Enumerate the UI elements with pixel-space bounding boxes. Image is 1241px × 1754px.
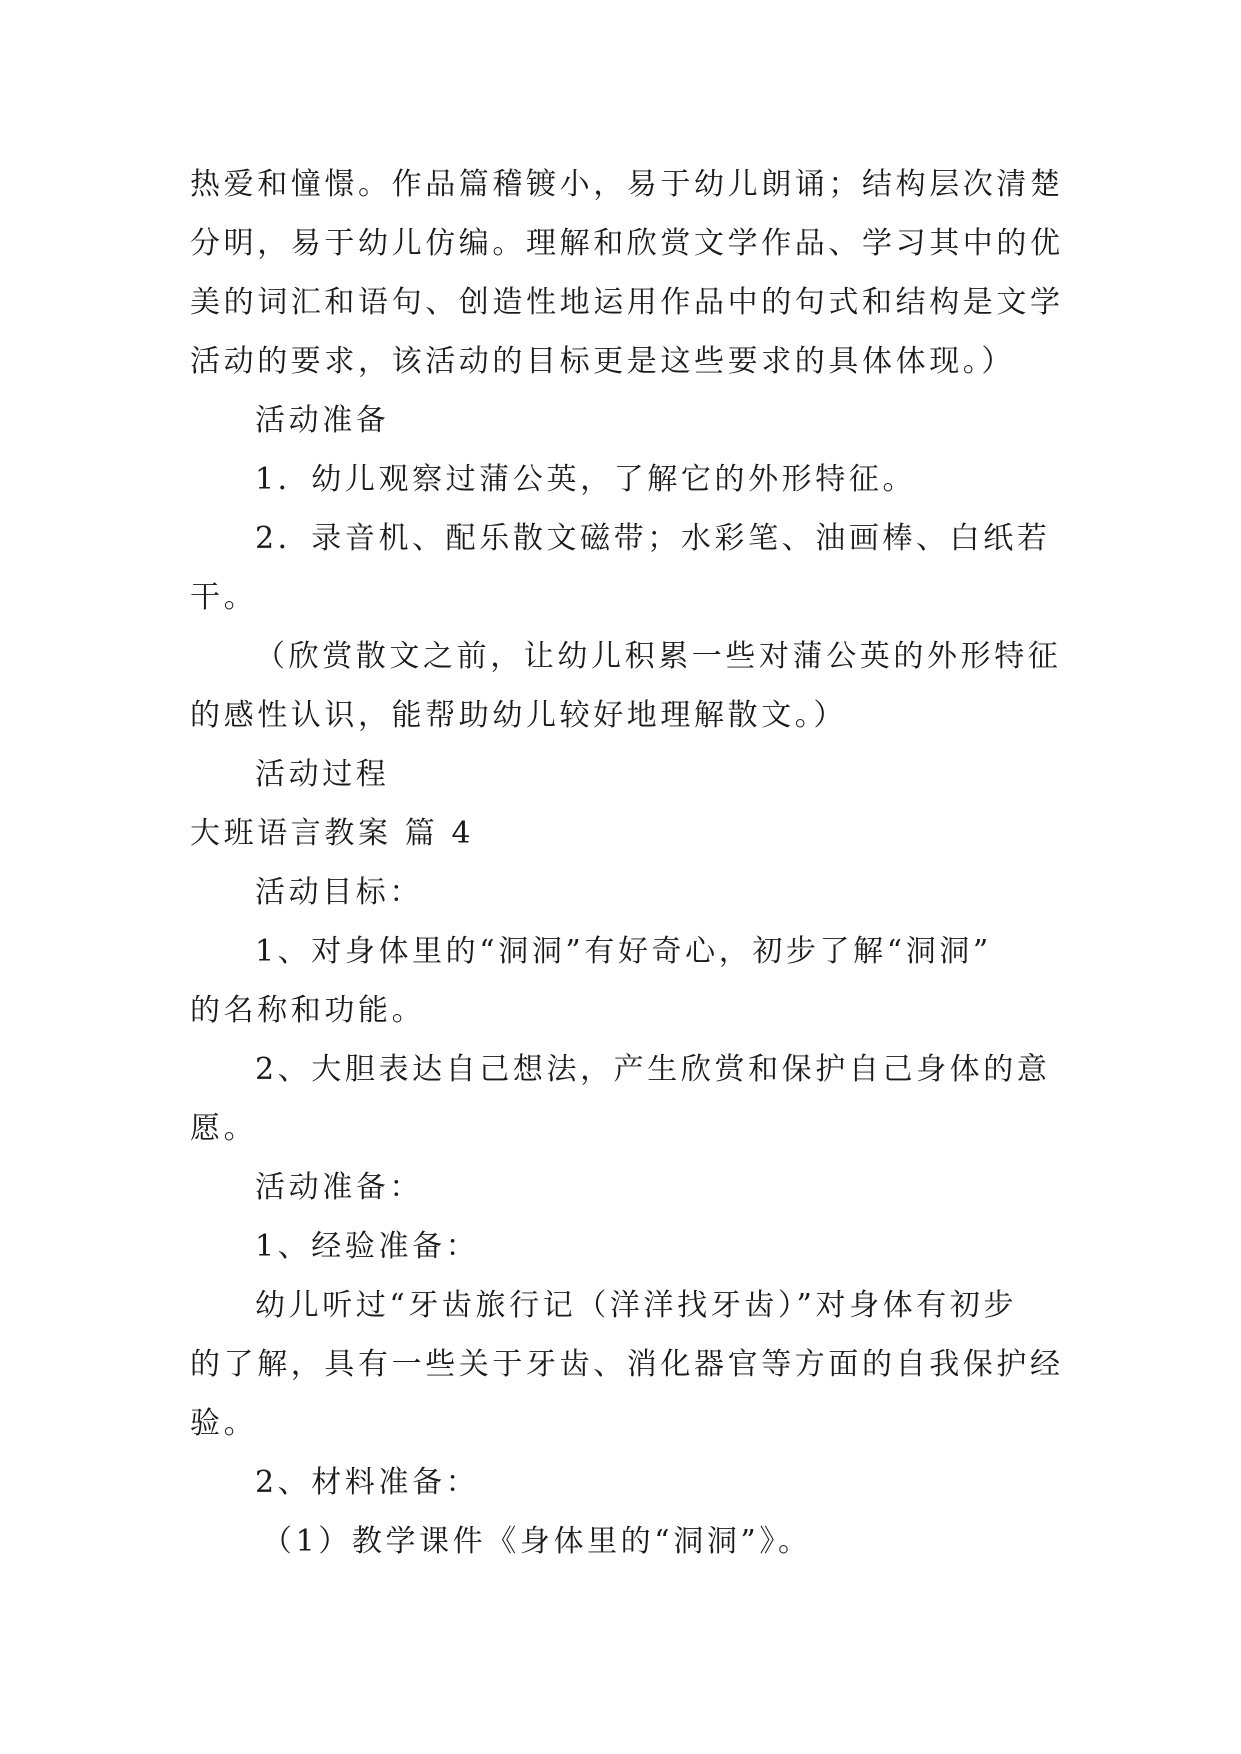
section-heading: 活动目标： [255,875,423,910]
list-item: 2、大胆表达自己想法，产生欣赏和保护自己身体的意 [255,1052,1051,1087]
list-item: （1）教学课件《身体里的“洞洞”》。 [262,1524,812,1559]
list-item: 1．幼儿观察过蒲公英，了解它的外形特征。 [255,462,917,497]
paragraph-line: （欣赏散文之前，让幼儿积累一些对蒲公英的外形特征 [255,639,1062,674]
section-heading: 活动准备： [255,1170,423,1205]
paragraph-line: 的了解，具有一些关于牙齿、消化器官等方面的自我保护经 [190,1347,1064,1382]
list-item: 2．录音机、配乐散文磁带；水彩笔、油画棒、白纸若 [255,521,1051,556]
paragraph-line: 美的词汇和语句、创造性地运用作品中的句式和结构是文学 [190,285,1064,320]
paragraph-line: 干。 [190,580,258,615]
paragraph-line: 幼儿听过“牙齿旅行记（洋洋找牙齿）”对身体有初步 [255,1288,1018,1323]
section-heading: 活动准备 [255,403,390,438]
paragraph-line: 愿。 [190,1111,258,1146]
section-heading: 活动过程 [255,757,390,792]
lesson-title: 大班语言教案 篇 4 [190,816,475,851]
paragraph-line: 分明，易于幼儿仿编。理解和欣赏文学作品、学习其中的优 [190,226,1064,261]
paragraph-line: 的名称和功能。 [190,993,426,1028]
list-item: 1、经验准备： [255,1229,480,1264]
paragraph-line: 的感性认识，能帮助幼儿较好地理解散文。） [190,698,847,733]
list-item: 2、材料准备： [255,1465,480,1500]
list-item: 1、对身体里的“洞洞”有好奇心，初步了解“洞洞” [255,934,992,969]
paragraph-line: 活动的要求，该活动的目标更是这些要求的具体体现。） [190,344,1015,379]
paragraph-line: 验。 [190,1406,258,1441]
paragraph-line: 热爱和憧憬。作品篇稽镀小，易于幼儿朗诵；结构层次清楚 [190,167,1064,202]
